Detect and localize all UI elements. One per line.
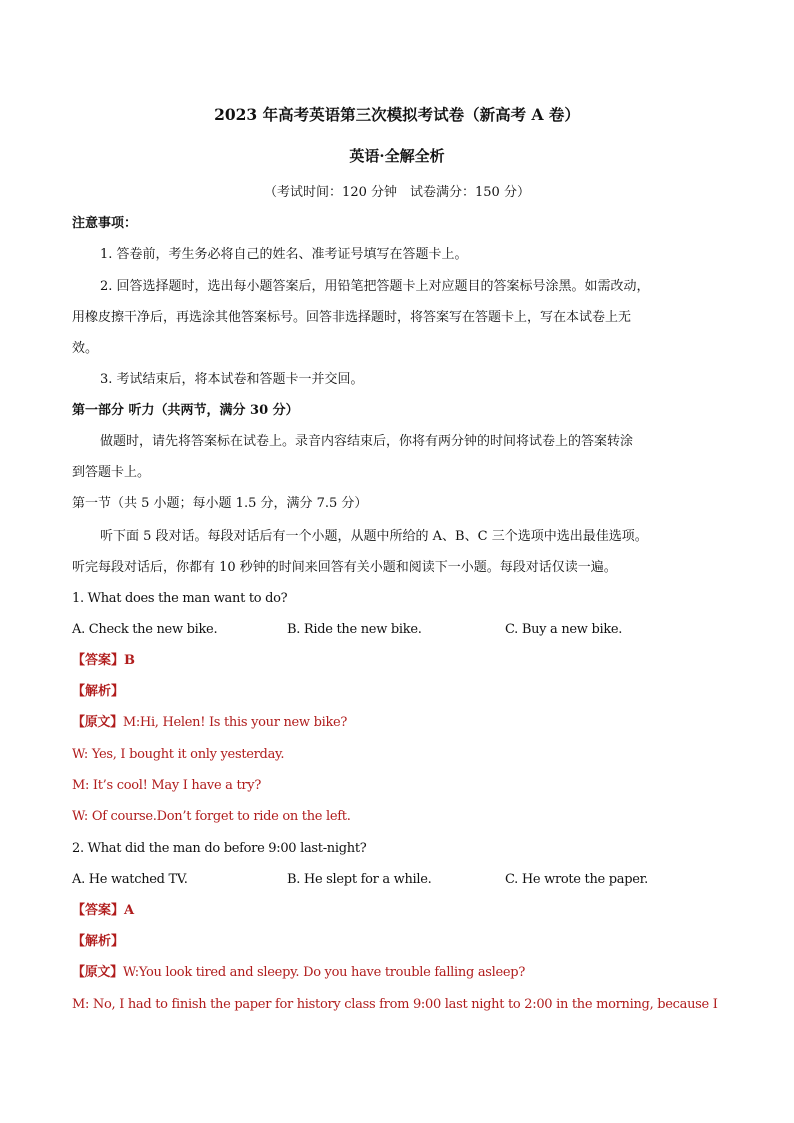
question-1: 1. What does the man want to do? [72,591,288,606]
notice-heading: 注意事项： [72,216,138,231]
answer-value: B [124,653,136,668]
option-b: B. Ride the new bike. [287,622,422,637]
part1-intro: 做题时，请先将答案标在试卷上。录音内容结束后，你将有两分钟的时间将试卷上的答案转涂 [100,434,634,449]
exam-subtitle: 英语·全解全析 [349,147,445,165]
part1-heading: 第一部分 听力（共两节，满分 30 分） [72,403,299,418]
notice-item: 用橡皮擦干净后，再选涂其他答案标号。回答非选择题时，将答案写在答题卡上，写在本试卷上无 [72,310,632,325]
notice-item: 1. 答卷前，考生务必将自己的姓名、准考证号填写在答题卡上。 [100,247,468,262]
option-a: A. He watched TV. [72,872,188,887]
transcript-line: W: Of course.Don’t forget to ride on the left. [72,809,351,824]
exam-info: （考试时间：120 分钟 试卷满分：150 分） [264,185,530,200]
exam-title: 2023 年高考英语第三次模拟考试卷（新高考 A 卷） [214,105,580,124]
option-b: B. He slept for a while. [287,872,432,887]
original-tag: 【原文】 [72,965,123,980]
section1-instructions: 听下面 5 段对话。每段对话后有一个小题，从题中所给的 A、B、C 三个选项中选出最佳选项。 [100,529,648,544]
section1-heading: 第一节（共 5 小题；每小题 1.5 分，满分 7.5 分） [72,496,368,511]
notice-item: 3. 考试结束后，将本试卷和答题卡一并交回。 [100,372,364,387]
option-c: C. He wrote the paper. [505,872,648,887]
analysis-tag: 【解析】 [72,934,125,949]
transcript-text: W:You look tired and sleepy. Do you have trouble falling asleep? [122,965,525,980]
section1-instructions: 听完每段对话后，你都有 10 秒钟的时间来回答有关小题和阅读下一小题。每段对话仅读一遍。 [72,560,617,575]
answer-line [72,652,135,670]
notice-item: 效。 [72,341,99,356]
question-2: 2. What did the man do before 9:00 last-night? [72,841,367,856]
part1-intro: 到答题卡上。 [72,465,151,480]
notice-item: 2. 回答选择题时，选出每小题答案后，用铅笔把答题卡上对应题目的答案标号涂黑。如需改动， [100,279,650,294]
answer-value: A [124,903,135,918]
option-a: A. Check the new bike. [72,622,218,637]
transcript-line: W: Yes, I bought it only yesterday. [72,747,285,762]
option-c: C. Buy a new bike. [505,622,623,637]
transcript-line: M: No, I had to finish the paper for history class from 9:00 last night to 2:00 in the morning, because I [72,997,718,1012]
answer-tag: 【答案】 [72,653,125,668]
transcript-line [72,714,347,732]
original-tag: 【原文】 [72,715,123,730]
transcript-line: M: It’s cool! May I have a try? [72,778,262,793]
answer-tag: 【答案】 [72,903,125,918]
analysis-tag: 【解析】 [72,684,125,699]
transcript-text: M:Hi, Helen! Is this your new bike? [122,715,348,730]
transcript-line [72,964,525,982]
answer-line [72,902,134,920]
